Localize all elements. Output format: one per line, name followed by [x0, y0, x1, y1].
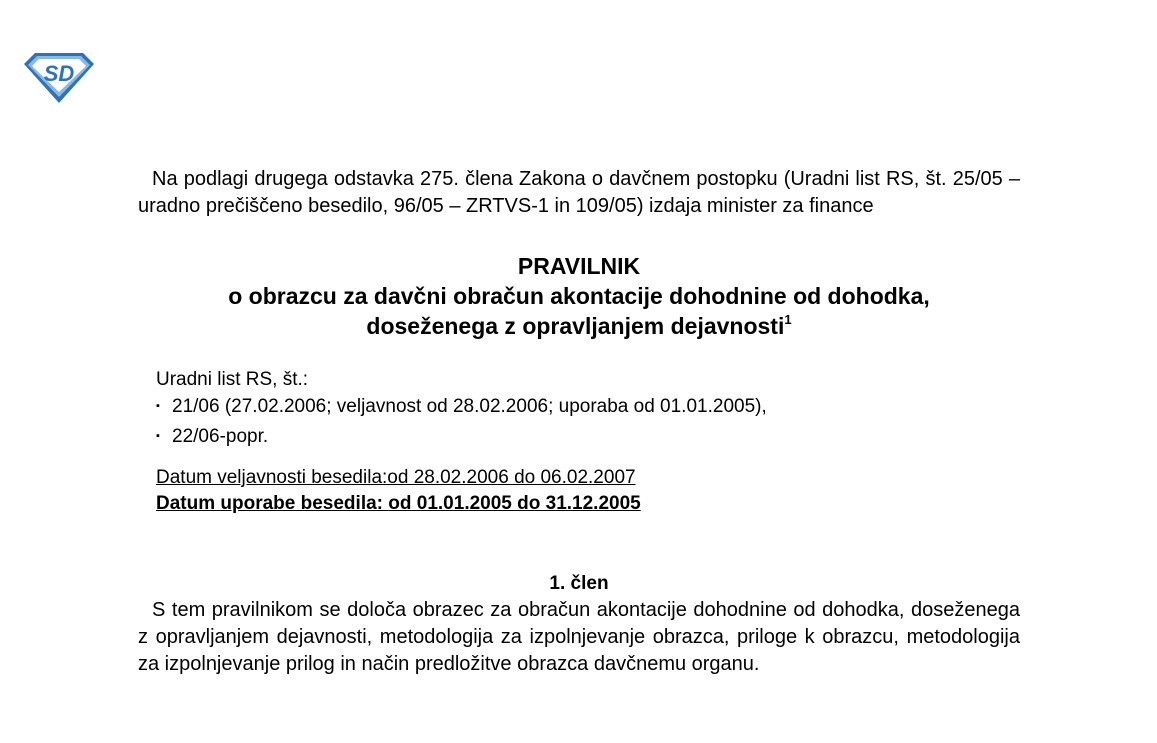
regulation-title	[138, 251, 1020, 341]
title-line-2-text: doseženega z opravljanjem dejavnosti	[366, 313, 785, 339]
usage-date-value: od 01.01.2005 do 31.12.2005	[388, 493, 641, 514]
preamble-paragraph: Na podlagi drugega odstavka 275. člena Zakona o davčnem postopku (Uradni list RS, št. 25/05 – uradno prečiščeno besedilo, 96/05 – ZRTVS-1 in 109/05) izdaja minister za finance	[138, 168, 1020, 217]
footnote-marker[interactable]: 1	[784, 312, 792, 327]
gazette-item	[156, 423, 1020, 453]
article-paragraph: S tem pravilnikom se določa obrazec za obračun akontacije dohodnine od dohodka, doseženega z opravljanjem dejavnosti, metodologija za izpolnjevanje obrazca, priloge k obrazcu, metodologija za izpolnjevanje prilog in način predložitve obrazca davčnemu organu.	[138, 599, 1020, 675]
usage-date	[156, 491, 1020, 517]
document-body	[138, 166, 1020, 678]
gazette-item	[156, 393, 1020, 423]
validity-date: Datum veljavnosti besedila:od 28.02.2006 do 06.02.2007	[156, 467, 636, 488]
gazette-item-text: 22/06-popr.	[172, 426, 269, 447]
gazette-label: Uradni list RS, št.:	[156, 369, 309, 390]
gazette-item-text: 21/06 (27.02.2006; veljavnost od 28.02.2006; uporaba od 01.01.2005),	[172, 396, 767, 417]
logo	[22, 50, 96, 104]
logo-letters: SD	[43, 61, 75, 86]
title-main: PRAVILNIK	[517, 253, 641, 279]
bullet-icon: ▪	[156, 400, 160, 412]
title-line-2	[138, 311, 1020, 341]
bullet-icon: ▪	[156, 430, 160, 442]
gazette-references	[138, 366, 1020, 453]
article-heading: 1. člen	[549, 573, 609, 594]
text-dates	[138, 465, 1020, 517]
sd-shield-logo-icon	[22, 50, 96, 104]
usage-date-label: Datum uporabe besedila:	[156, 493, 383, 514]
title-line-1: o obrazcu za davčni obračun akontacije dohodnine od dohodka,	[228, 283, 930, 309]
gazette-list	[156, 393, 1020, 453]
